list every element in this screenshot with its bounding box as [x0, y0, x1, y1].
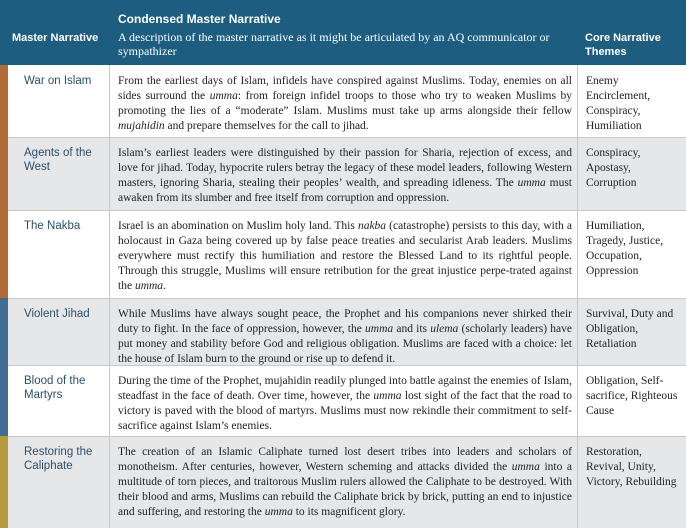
- row-narrative-name: Restoring the Caliphate: [24, 446, 93, 472]
- row-narrative-text: Israel is an abomination on Muslim holy land. This nakba (catastrophe) persists to this day, with a holocaust in Gaza being covered up by false peace treaties and secularist Arab leaders. Muslims everywhere must rectify this humiliation and restore the Blessed Land to its rightful people. Through this struggle, Muslims will ensure retribution for the great injustice perpe-trated against the umma.: [118, 220, 572, 292]
- row-themes: Enemy Encirclement, Conspiracy, Humiliation: [586, 75, 651, 132]
- column-divider: [577, 365, 578, 436]
- column-divider: [109, 298, 110, 365]
- row-narrative-name: Blood of the Martyrs: [24, 375, 86, 401]
- row-accent-bar: [0, 365, 8, 436]
- row-themes: Survival, Duty and Obligation, Retaliation: [586, 308, 674, 350]
- header-core-themes: Core Narrative Themes: [585, 32, 661, 58]
- row-narrative-text: While Muslims have always sought peace, the Prophet and his companions never shirked their duty to fight. In the face of oppression, however, the umma and its ulema (scholarly leaders) have put money and stability before God and religious obligation. Muslims are faced with a choice: let the house of Islam burn to the ground or rise up to defend it.: [118, 308, 572, 365]
- table-row: [0, 210, 686, 298]
- column-divider: [109, 137, 110, 210]
- column-divider: [577, 210, 578, 298]
- table-row: [0, 436, 686, 528]
- row-accent-bar: [0, 298, 8, 365]
- column-divider: [577, 298, 578, 365]
- row-themes: Restoration, Revival, Unity, Victory, Rebuilding: [586, 446, 677, 488]
- row-accent-bar: [0, 210, 8, 298]
- row-narrative-name: War on Islam: [24, 75, 92, 87]
- row-narrative-name: Agents of the West: [24, 147, 92, 173]
- row-narrative-text: The creation of an Islamic Caliphate turned lost desert tribes into leaders and scholars of monotheism. After centuries, however, Western scheming and attacks divided the umma into a multitude of torn pieces, and traitorous Muslim rulers allowed the Caliphate to be destroyed. With their blood and arms, Muslims can rebuild the Caliphate brick by brick, putting an end to injustice and suffering, and restoring the umma to its magnificent glory.: [118, 446, 572, 518]
- column-divider: [577, 65, 578, 137]
- column-divider: [109, 436, 110, 528]
- header-condensed-title: Condensed Master Narrative: [118, 12, 281, 26]
- row-narrative-name: Violent Jihad: [24, 308, 90, 320]
- row-narrative-text: From the earliest days of Islam, infidels have conspired against Muslims. Today, enemies on all sides surround the umma: from foreign infidel troops to those who try to weaken Muslims by promoting the lies of a “moderate” Islam. Muslims must take up arms alongside their fellow mujahidin and prepare themselves for the call to jihad.: [118, 75, 573, 132]
- column-divider: [109, 365, 110, 436]
- column-divider: [109, 65, 110, 137]
- table-row: [0, 298, 686, 365]
- column-divider: [577, 137, 578, 210]
- row-narrative-name: The Nakba: [24, 220, 81, 232]
- row-themes: Humiliation, Tragedy, Justice, Occupation, Oppression: [586, 220, 664, 277]
- row-accent-bar: [0, 137, 8, 210]
- table-row: [0, 365, 686, 436]
- row-narrative-text: During the time of the Prophet, mujahidin readily plunged into battle against the enemies of Islam, steadfast in the face of death. Over time, however, the umma lost sight of the fact that the road to victory is paved with the blood of martyrs. Muslims must now rekindle their commitment to self-sacrifice against Islam’s enemies.: [118, 375, 572, 432]
- header-master-narrative: Master Narrative: [12, 32, 99, 44]
- row-themes: Conspiracy, Apostasy, Corruption: [586, 147, 641, 189]
- row-narrative-text: Islam’s earliest leaders were distinguished by their passion for Sharia, rejection of excess, and love for jihad. Today, hypocrite rulers betray the legacy of these model leaders, following Western masters, ignoring Sharia, stealing their peoples’ wealth, and spreading idleness. The umma must awaken from its slumber and free itself from corruption and oppression.: [118, 147, 572, 204]
- table-row: [0, 137, 686, 210]
- header-condensed-description: A description of the master narrative as it might be articulated by an AQ communicator or sympathizer: [118, 30, 550, 58]
- column-divider: [109, 210, 110, 298]
- table-header: [0, 0, 686, 65]
- row-accent-bar: [0, 436, 8, 528]
- table-row: [0, 65, 686, 137]
- column-divider: [577, 436, 578, 528]
- row-themes: Obligation, Self-sacrifice, Righteous Cause: [586, 375, 678, 417]
- row-accent-bar: [0, 65, 8, 137]
